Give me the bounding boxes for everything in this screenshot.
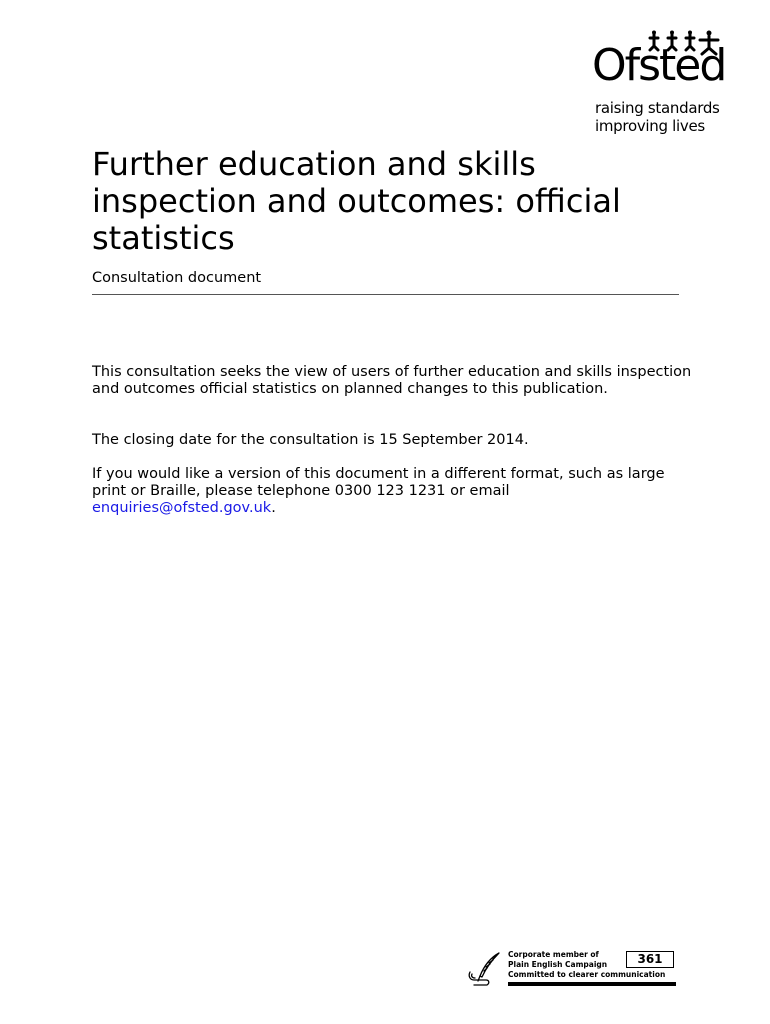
- quill-icon: [466, 950, 506, 988]
- alternative-format-text: If you would like a version of this document in a different format, such as large print or Braille, please telephone 0300 123 1231 or email: [92, 466, 665, 499]
- document-subtitle: Consultation document: [92, 270, 262, 286]
- email-link[interactable]: enquiries@ofsted.gov.uk: [92, 500, 272, 516]
- badge-underline-bar: [508, 982, 676, 986]
- badge-line3: Committed to clearer communication: [508, 970, 666, 979]
- badge-line2: Plain English Campaign: [508, 960, 608, 969]
- logo-tagline-line1: raising standards: [595, 99, 720, 117]
- title-divider: [92, 294, 679, 295]
- intro-paragraph: This consultation seeks the view of users of further education and skills inspection and outcomes official statistics on planned changes to this publication.: [92, 364, 692, 397]
- badge-number: 361: [626, 951, 674, 968]
- logo-wordmark: Ofsted: [592, 40, 726, 91]
- alternative-format-paragraph: [92, 466, 692, 517]
- closing-date-paragraph: The closing date for the consultation is 15 September 2014.: [92, 432, 529, 448]
- plain-english-campaign-badge: [466, 946, 678, 990]
- logo-tagline-line2: improving lives: [595, 117, 705, 135]
- document-title: Further education and skills inspection and outcomes: official statistics: [92, 145, 621, 257]
- ofsted-logo: [592, 30, 732, 140]
- badge-line1: Corporate member of: [508, 950, 599, 959]
- alternative-format-end: .: [271, 500, 276, 516]
